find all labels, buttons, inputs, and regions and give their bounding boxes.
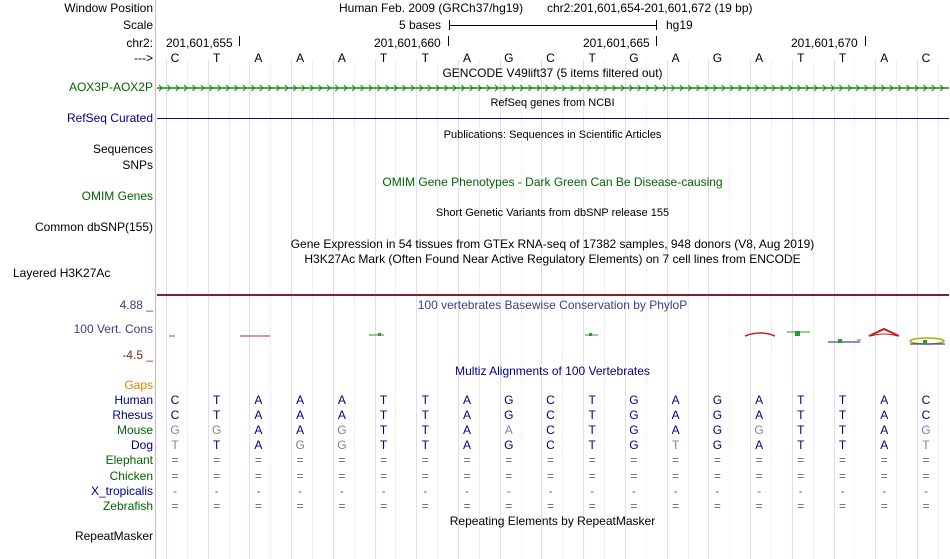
phylop-min-value: -4.5 _	[122, 348, 153, 362]
alignment-base: =	[839, 468, 847, 483]
assembly-label: Human Feb. 2009 (GRCh37/hg19)	[339, 1, 524, 15]
alignment-base: C	[546, 423, 555, 438]
dna-base: C	[170, 51, 180, 65]
dna-base: A	[254, 51, 263, 65]
alignment-base: =	[546, 453, 554, 468]
alignment-base: =	[213, 468, 221, 483]
alignment-base: C	[170, 408, 180, 423]
alignment-base: T	[797, 408, 805, 423]
alignment-base: A	[254, 408, 263, 423]
alignment-base: -	[173, 483, 177, 498]
alignment-base: =	[463, 498, 471, 513]
refseq-track-title[interactable]: RefSeq genes from NCBI	[490, 97, 615, 109]
position-readout: chr2:201,601,654-201,601,672 (19 bp)	[547, 1, 753, 15]
alignment-base: =	[797, 498, 805, 513]
alignment-base: C	[546, 438, 555, 453]
alignment-base: A	[337, 393, 346, 407]
alignment-base: =	[421, 498, 429, 513]
dna-base: A	[463, 51, 472, 65]
coord-label: 201,601,670	[791, 36, 858, 50]
alignment-base: =	[254, 453, 262, 468]
alignment-base: =	[171, 498, 179, 513]
alignment-base: =	[630, 453, 638, 468]
phylop-max-value: 4.88 _	[119, 298, 153, 312]
alignment-base: =	[922, 498, 930, 513]
alignment-base: =	[672, 498, 680, 513]
alignment-base: =	[880, 498, 888, 513]
alignment-base: -	[506, 483, 511, 498]
alignment-base: A	[755, 393, 764, 407]
gencode-track-title[interactable]: GENCODE V49lift37 (5 items filtered out)	[442, 66, 663, 80]
dna-base: C	[546, 51, 555, 65]
alignment-base: =	[505, 498, 513, 513]
alignment-base: T	[797, 393, 805, 407]
alignment-base: T	[213, 393, 221, 407]
alignment-base: =	[672, 453, 680, 468]
alignment-base: T	[421, 423, 429, 438]
coord-tick	[865, 36, 866, 46]
alignment-base: =	[546, 468, 554, 483]
alignment-base: G	[170, 423, 180, 438]
alignment-base: A	[463, 393, 472, 407]
alignment-base: =	[254, 498, 262, 513]
species-label[interactable]: Rhesus	[112, 408, 153, 423]
phylop-label[interactable]: 100 Vert. Cons	[73, 322, 153, 336]
dna-base: T	[838, 51, 847, 65]
dna-base: T	[421, 51, 429, 65]
alignment-base: T	[213, 408, 221, 423]
alignment-base: T	[421, 438, 429, 453]
alignment-base: -	[214, 483, 219, 498]
dna-base: T	[379, 51, 388, 65]
h3k27ac-signal-line	[157, 294, 949, 296]
alignment-base: =	[213, 453, 221, 468]
alignment-base: T	[922, 438, 930, 453]
alignment-base: T	[838, 408, 847, 423]
alignment-base: =	[713, 468, 721, 483]
alignment-base: A	[463, 423, 472, 438]
alignment-base: T	[671, 438, 680, 453]
alignment-base: T	[588, 423, 596, 438]
alignment-base: -	[923, 483, 928, 498]
dna-base: T	[588, 51, 596, 65]
alignment-base: -	[465, 483, 470, 498]
alignment-base: G	[629, 438, 639, 453]
alignment-base: =	[171, 468, 179, 483]
coord-tick	[448, 36, 449, 46]
alignment-base: T	[588, 393, 596, 407]
scale-text: 5 bases	[399, 18, 442, 32]
alignment-base: =	[421, 468, 429, 483]
sidebar-divider	[155, 0, 156, 559]
repeatmasker-label[interactable]: RepeatMasker	[74, 529, 153, 543]
alignment-base: =	[922, 453, 930, 468]
alignment-base: =	[755, 498, 763, 513]
alignment-base: =	[839, 498, 847, 513]
repeatmasker-track-title[interactable]: Repeating Elements by RepeatMasker	[449, 514, 656, 528]
alignment-base: =	[546, 498, 554, 513]
species-label[interactable]: X_tropicalis	[90, 483, 153, 498]
alignment-base: T	[421, 408, 429, 423]
alignment-base: =	[421, 453, 429, 468]
alignment-base: -	[798, 483, 803, 498]
alignment-base: -	[548, 483, 553, 498]
alignment-base: G	[504, 393, 514, 407]
alignment-base: =	[630, 468, 638, 483]
alignment-base: G	[712, 423, 723, 438]
alignment-base: T	[379, 423, 388, 438]
coord-tick	[656, 36, 657, 46]
alignment-base: =	[296, 468, 304, 483]
alignment-base: A	[254, 423, 263, 438]
alignment-base: C	[170, 393, 180, 407]
dna-base: C	[921, 51, 931, 65]
alignment-base: =	[755, 453, 763, 468]
alignment-base: A	[880, 393, 889, 407]
alignment-base: G	[754, 423, 764, 438]
alignment-base: G	[629, 423, 639, 438]
coord-label: 201,601,660	[374, 36, 441, 50]
dna-base: G	[712, 51, 723, 65]
alignment-base: G	[712, 438, 723, 453]
alignment-base: T	[421, 393, 429, 407]
alignment-base: -	[381, 483, 386, 498]
species-label[interactable]: Zebrafish	[102, 498, 153, 513]
alignment-base: G	[504, 408, 514, 423]
omim-track-title[interactable]: OMIM Gene Phenotypes - Dark Green Can Be Disease-causing	[382, 175, 723, 189]
phylop-track-title[interactable]: 100 vertebrates Basewise Conservation by PhyloP	[417, 298, 688, 312]
alignment-base: A	[254, 438, 263, 453]
alignment-base: =	[588, 453, 596, 468]
alignment-base: -	[590, 483, 595, 498]
alignment-base: =	[880, 468, 888, 483]
alignment-base: =	[380, 498, 388, 513]
alignment-base: =	[338, 453, 346, 468]
dna-base: A	[671, 51, 680, 65]
alignment-base: G	[629, 393, 639, 407]
dna-base: A	[337, 51, 346, 65]
alignment-base: A	[880, 438, 889, 453]
alignment-base: =	[505, 468, 513, 483]
species-label[interactable]: Dog	[130, 438, 153, 453]
dna-base: G	[504, 51, 514, 65]
alignment-base: =	[338, 468, 346, 483]
alignment-base: -	[840, 483, 845, 498]
dna-base: G	[629, 51, 639, 65]
alignment-base: T	[838, 393, 847, 407]
gaps-label[interactable]: Gaps	[124, 378, 153, 392]
alignment-base: A	[296, 423, 305, 438]
alignment-base: G	[712, 408, 723, 423]
dna-base: A	[296, 51, 305, 65]
alignment-base: =	[755, 468, 763, 483]
alignment-base: =	[588, 498, 596, 513]
alignment-base: -	[256, 483, 261, 498]
alignment-base: G	[337, 423, 347, 438]
alignment-base: A	[296, 408, 305, 423]
alignment-base: =	[463, 468, 471, 483]
phylop-signal-plot	[157, 326, 949, 348]
alignment-base: =	[839, 453, 847, 468]
alignment-base: A	[463, 438, 472, 453]
species-label[interactable]: Mouse	[116, 423, 153, 438]
alignment-base: =	[505, 453, 513, 468]
alignment-base: =	[338, 498, 346, 513]
alignment-base: =	[296, 498, 304, 513]
alignment-base: =	[880, 453, 888, 468]
dbsnp-track-title[interactable]: Short Genetic Variants from dbSNP release 155	[435, 207, 670, 219]
alignment-base: -	[715, 483, 720, 498]
dna-base: T	[797, 51, 805, 65]
alignment-base: =	[797, 453, 805, 468]
coord-label: 201,601,665	[583, 36, 650, 50]
h3k27ac-track-title[interactable]: H3K27Ac Mark (Often Found Near Active Regulatory Elements) on 7 cell lines from ENCODE	[304, 252, 801, 266]
alignment-base: A	[254, 393, 263, 407]
alignment-base: T	[379, 393, 388, 407]
alignment-base: -	[298, 483, 303, 498]
alignment-base: A	[671, 408, 680, 423]
alignment-base: A	[463, 408, 472, 423]
alignment-base: T	[838, 438, 847, 453]
alignment-base: -	[882, 483, 887, 498]
alignment-base: A	[880, 423, 889, 438]
alignment-base: A	[296, 393, 305, 407]
sequences-label[interactable]: Sequences	[92, 142, 153, 156]
alignment-base: T	[797, 438, 805, 453]
alignment-base: A	[337, 408, 346, 423]
gencode-gene-feature[interactable]	[157, 82, 949, 94]
alignment-base: =	[922, 468, 930, 483]
alignment-base: A	[880, 408, 889, 423]
alignment-base: G	[295, 438, 305, 453]
dna-base: A	[755, 51, 764, 65]
alignment-base: =	[713, 453, 721, 468]
multiz-track-title[interactable]: Multiz Alignments of 100 Vertebrates	[455, 364, 650, 378]
h3k27ac-label[interactable]: Layered H3K27Ac	[13, 266, 111, 280]
alignment-base: -	[423, 483, 428, 498]
alignment-base: T	[838, 423, 847, 438]
alignment-base: G	[337, 438, 347, 453]
alignment-base: -	[631, 483, 636, 498]
snps-label[interactable]: SNPs	[122, 158, 153, 172]
alignment-base: G	[504, 438, 514, 453]
alignment-base: =	[630, 498, 638, 513]
alignment-base: =	[463, 453, 471, 468]
scale-db: hg19	[666, 18, 693, 32]
alignment-base: T	[171, 438, 179, 453]
alignment-base: -	[339, 483, 344, 498]
refseq-gene-line[interactable]	[157, 118, 949, 119]
alignment-base: A	[671, 393, 680, 407]
alignment-base: G	[629, 408, 639, 423]
window-position-label: Window Position	[64, 1, 153, 15]
species-label[interactable]: Elephant	[105, 453, 153, 468]
omim-genes-label[interactable]: OMIM Genes	[81, 189, 153, 203]
scale-label: Scale	[122, 18, 153, 32]
gene-label-aox3p[interactable]: AOX3P-AOX2P	[68, 80, 153, 94]
strand-label: --->	[134, 51, 153, 65]
alignment-base: =	[672, 468, 680, 483]
alignment-base: =	[380, 468, 388, 483]
alignment-base: C	[921, 393, 931, 407]
alignment-base: A	[755, 438, 764, 453]
coord-label: 201,601,655	[166, 36, 233, 50]
alignment-base: =	[588, 468, 596, 483]
alignment-base: -	[757, 483, 762, 498]
alignment-base: G	[212, 423, 222, 438]
alignment-base: T	[213, 438, 221, 453]
alignment-base: T	[588, 408, 596, 423]
alignment-base: T	[588, 438, 596, 453]
alignment-base: C	[546, 408, 555, 423]
alignment-base: C	[921, 408, 931, 423]
alignment-base: =	[713, 498, 721, 513]
dna-base: A	[880, 51, 889, 65]
alignment-base: A	[755, 408, 764, 423]
alignment-base: =	[213, 498, 221, 513]
publications-track-title[interactable]: Publications: Sequences in Scientific Articles	[443, 129, 662, 141]
chrom-label: chr2:	[126, 36, 153, 50]
refseq-curated-label[interactable]: RefSeq Curated	[66, 111, 153, 125]
alignment-base: =	[171, 453, 179, 468]
coord-tick	[239, 36, 240, 46]
alignment-base: T	[379, 438, 388, 453]
alignment-base: =	[380, 453, 388, 468]
alignment-base: T	[379, 408, 388, 423]
alignment-base: T	[797, 423, 805, 438]
alignment-base: G	[712, 393, 723, 407]
alignment-base: =	[797, 468, 805, 483]
dbsnp-label[interactable]: Common dbSNP(155)	[34, 220, 153, 234]
gtex-track-title[interactable]: Gene Expression in 54 tissues from GTEx RNA-seq of 17382 samples, 948 donors (V8, Aug 2019)	[290, 237, 815, 251]
alignment-base: A	[504, 423, 513, 438]
dna-base: T	[213, 51, 221, 65]
alignment-base: C	[546, 393, 555, 407]
species-label[interactable]: Human	[114, 393, 153, 407]
alignment-base: -	[673, 483, 678, 498]
alignment-base: =	[254, 468, 262, 483]
alignment-base: =	[296, 453, 304, 468]
alignment-base: G	[921, 423, 931, 438]
species-label[interactable]: Chicken	[109, 468, 153, 483]
alignment-base: A	[671, 423, 680, 438]
